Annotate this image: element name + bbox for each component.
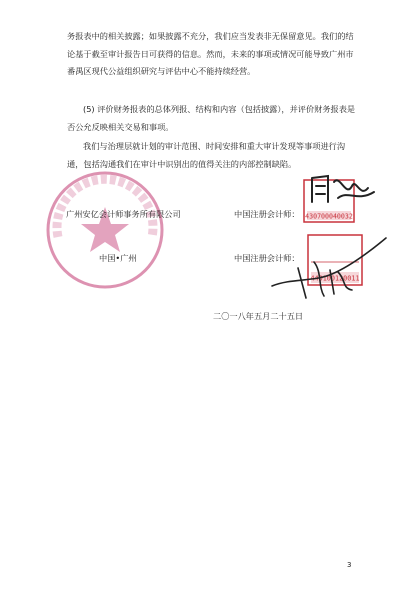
cpa-signature-1 bbox=[298, 168, 380, 224]
cpa-label-1: 中国注册会计师： bbox=[234, 209, 300, 219]
paragraph-presentation: (5) 评价财务报表的总体列报、结构和内容（包括披露），并评价财务报表是否公允反映相关交易和事项。 bbox=[67, 104, 356, 132]
page-number: 3 bbox=[347, 561, 352, 569]
firm-name: 广州安亿会计师事务所有限公司 bbox=[66, 209, 181, 219]
location: 中国•广州 bbox=[99, 253, 137, 263]
paragraph-going-concern: 务报表中的相关披露；如果披露不充分，我们应当发表非无保留意见。我们的结论基于截至审计报告日可获得的信息。然而，未来的事项或情况可能导致广州市番禺区现代公益组织研究与评估中心不能持续经营。 bbox=[67, 31, 354, 77]
cpa-label-2: 中国注册会计师： bbox=[234, 253, 300, 263]
paragraph-communication: 我们与治理层就计划的审计范围、时间安排和重大审计发现等事项进行沟通，包括沟通我们在审计中识别出的值得关注的内部控制缺陷。 bbox=[67, 141, 346, 169]
firm-seal-stamp bbox=[44, 169, 166, 291]
report-date: 二〇一八年五月二十五日 bbox=[213, 311, 304, 321]
cpa-signature-2 bbox=[262, 228, 390, 306]
svg-text:440100120011: 440100120011 bbox=[310, 274, 360, 283]
svg-text:430700040032: 430700040032 bbox=[305, 212, 353, 221]
